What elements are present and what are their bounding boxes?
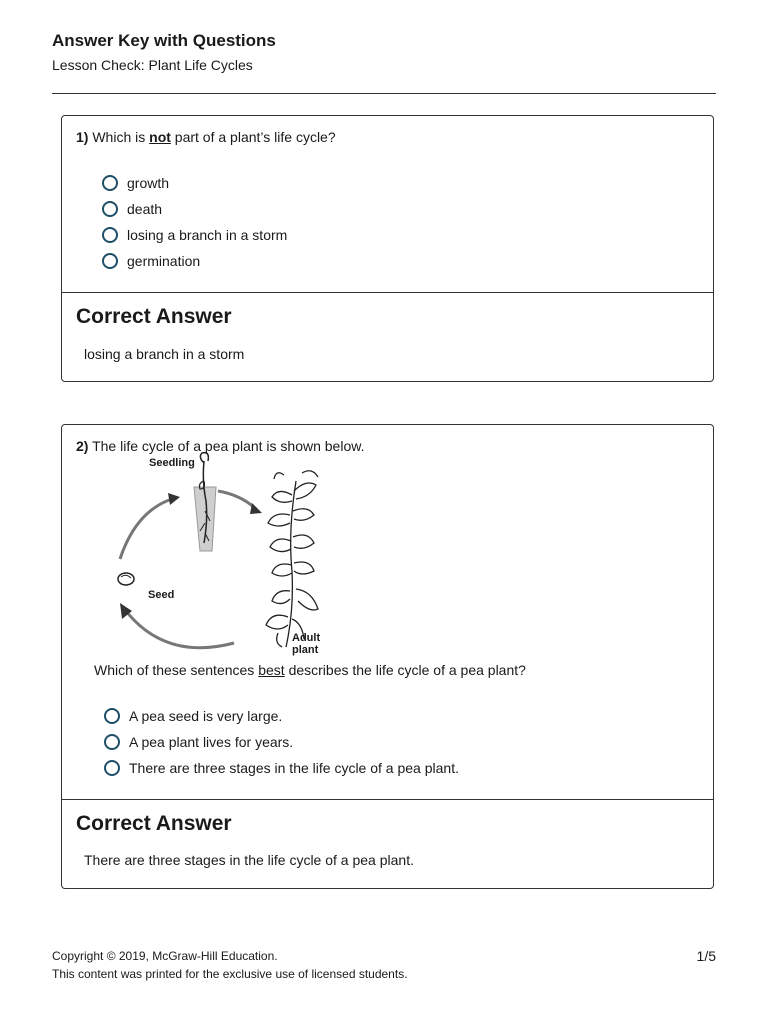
page-header — [52, 30, 716, 74]
radio-button-icon[interactable] — [102, 175, 118, 191]
q2-option-lives-years[interactable] — [104, 729, 459, 755]
arrow-seed-to-seedling — [120, 499, 172, 559]
correct-answer-text: There are three stages in the life cycle of a pea plant. — [84, 852, 414, 868]
option-label: death — [127, 201, 163, 217]
correct-answer-heading: Correct Answer — [76, 305, 232, 328]
page-number: 1/5 — [696, 948, 716, 964]
question-1-answer-section — [62, 292, 713, 382]
question-1-prompt-start: Which is — [92, 129, 146, 145]
copyright-text: Copyright © 2019, McGraw-Hill Education. — [52, 949, 278, 963]
question-1-options — [102, 170, 287, 274]
arrowhead-icon — [250, 503, 262, 514]
pea-life-cycle-diagram — [106, 451, 346, 656]
radio-button-icon[interactable] — [102, 227, 118, 243]
radio-button-icon[interactable] — [104, 734, 120, 750]
question-2-text — [94, 661, 526, 679]
seedling-drawing — [194, 453, 216, 551]
radio-button-icon[interactable] — [102, 201, 118, 217]
page-title: Answer Key with Questions — [52, 31, 276, 50]
question-2-number: 2) — [76, 438, 89, 454]
question-2-answer-section — [62, 799, 713, 889]
radio-button-icon[interactable] — [104, 760, 120, 776]
q1-option-germination[interactable] — [102, 248, 287, 274]
option-label: There are three stages in the life cycle of a pea plant. — [129, 760, 459, 776]
question-2-options — [104, 703, 459, 781]
question-1-text — [76, 128, 336, 146]
question-card-2 — [61, 424, 714, 889]
option-label: A pea seed is very large. — [129, 708, 283, 724]
question-1-prompt-end: part of a plant’s life cycle? — [174, 129, 336, 145]
question-card-1 — [61, 115, 714, 382]
q2-option-three-stages[interactable] — [104, 755, 459, 781]
arrow-adult-to-seed — [126, 611, 234, 648]
question-2-intro-text: The life cycle of a pea plant is shown below. — [92, 438, 365, 454]
page-subtitle: Lesson Check: Plant Life Cycles — [52, 57, 253, 73]
radio-button-icon[interactable] — [102, 253, 118, 269]
radio-button-icon[interactable] — [104, 708, 120, 724]
adult-plant-drawing — [266, 471, 318, 647]
q1-option-death[interactable] — [102, 196, 287, 222]
seed-label: Seed — [148, 589, 175, 601]
option-label: germination — [127, 253, 201, 269]
question-2-keyword: best — [258, 662, 285, 678]
option-label: growth — [127, 175, 170, 191]
correct-answer-text: losing a branch in a storm — [84, 346, 245, 362]
q1-option-losing-branch[interactable] — [102, 222, 287, 248]
header-divider — [52, 93, 716, 94]
adult-plant-label: Adult plant — [292, 632, 321, 656]
q1-option-growth[interactable] — [102, 170, 287, 196]
question-2-prompt-start: Which of these sentences — [94, 662, 255, 678]
correct-answer-heading: Correct Answer — [76, 812, 232, 835]
option-label: losing a branch in a storm — [127, 227, 288, 243]
question-1-keyword: not — [149, 129, 171, 145]
seed-drawing — [118, 573, 134, 585]
arrowhead-icon — [168, 493, 180, 505]
question-2-prompt-end: describes the life cycle of a pea plant? — [288, 662, 526, 678]
arrow-seedling-to-adult — [218, 491, 256, 509]
question-1-number: 1) — [76, 129, 89, 145]
license-notice: This content was printed for the exclusive use of licensed students. — [52, 967, 408, 981]
option-label: A pea plant lives for years. — [129, 734, 294, 750]
q2-option-seed-large[interactable] — [104, 703, 459, 729]
life-cycle-illustration — [106, 451, 346, 651]
seedling-label: Seedling — [149, 457, 195, 469]
page-footer — [52, 947, 716, 983]
